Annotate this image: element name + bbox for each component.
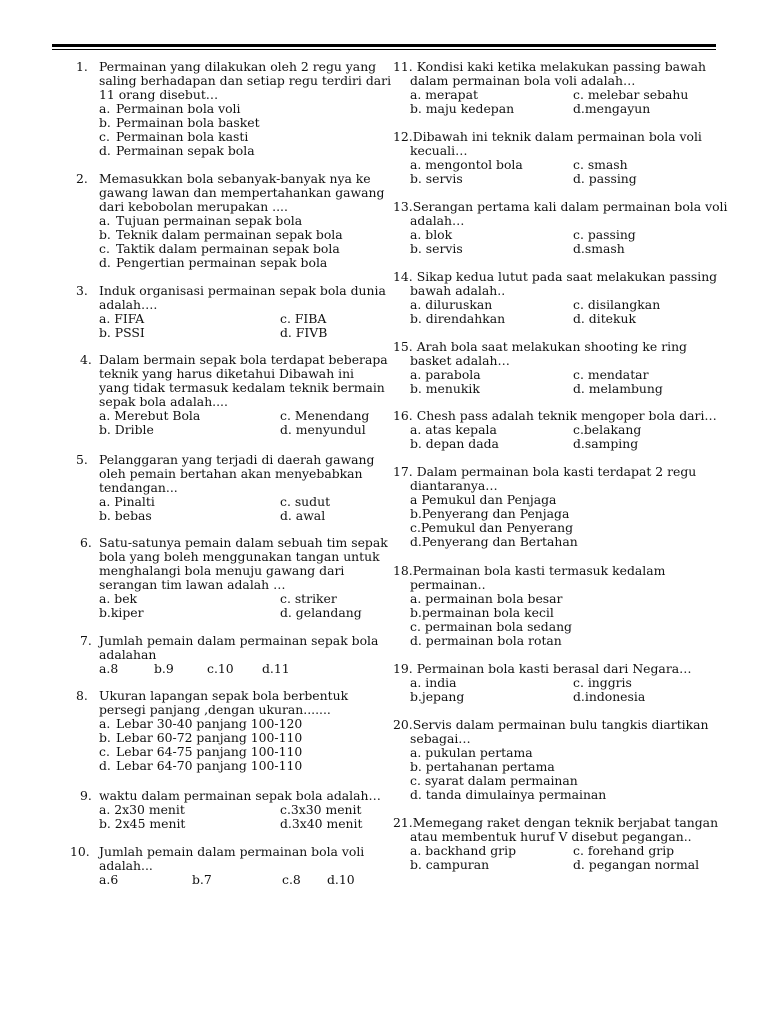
answer-option: c. striker bbox=[280, 591, 337, 606]
answer-option bbox=[99, 717, 429, 731]
option-text: d. permainan bola rotan bbox=[410, 633, 562, 648]
question-item bbox=[70, 844, 429, 887]
option-text: c.Pemukul dan Penyerang bbox=[410, 520, 573, 535]
answer-option bbox=[393, 620, 723, 634]
question-text-line bbox=[76, 171, 429, 186]
answer-option-row bbox=[99, 662, 429, 676]
question-text: sepak bola adalah.... bbox=[99, 394, 228, 409]
question-text-line bbox=[99, 578, 429, 592]
answer-option-row bbox=[99, 409, 429, 423]
question-text-line bbox=[393, 270, 723, 284]
answer-option: c.belakang bbox=[573, 422, 642, 437]
answer-option bbox=[99, 214, 429, 228]
question-text-line bbox=[76, 283, 429, 298]
answer-option: b. bebas bbox=[99, 508, 152, 523]
question-text-line bbox=[76, 59, 429, 74]
answer-option: d. menyundul bbox=[280, 422, 366, 437]
option-text: Tujuan permainan sepak bola bbox=[116, 213, 303, 228]
question-text-line bbox=[99, 367, 429, 381]
question-text-line bbox=[393, 732, 723, 746]
question-text: Sikap kedua lutut pada saat melakukan passing bbox=[416, 269, 718, 284]
question-item bbox=[393, 199, 728, 256]
answer-option: b. servis bbox=[410, 171, 463, 186]
question-text-line bbox=[99, 550, 429, 564]
question-number: 11. bbox=[393, 59, 413, 74]
question-number: 15. bbox=[393, 339, 413, 354]
question-text: Memegang raket dengan teknik berjabat tangan bbox=[412, 815, 719, 830]
question-number: 19. bbox=[393, 661, 413, 676]
question-text-line bbox=[393, 830, 723, 844]
answer-option-row bbox=[393, 858, 723, 872]
answer-option-row bbox=[393, 382, 723, 396]
question-number: 13. bbox=[393, 199, 413, 214]
answer-option: d. FIVB bbox=[280, 325, 328, 340]
question-text-line bbox=[99, 703, 429, 717]
question-item bbox=[393, 564, 723, 648]
option-letter: b. bbox=[99, 227, 111, 242]
question-text-line bbox=[393, 144, 723, 158]
question-text: diantaranya… bbox=[410, 478, 498, 493]
answer-option: a. 2x30 menit bbox=[99, 802, 185, 817]
answer-option-row bbox=[99, 495, 429, 509]
question-text: kecuali… bbox=[410, 143, 468, 158]
answer-option-row bbox=[393, 844, 723, 858]
question-number: 18 bbox=[393, 563, 409, 578]
answer-option: b. maju kedepan bbox=[410, 101, 515, 116]
question-text: Ukuran lapangan sepak bola berbentuk bbox=[99, 688, 349, 703]
question-number: 1. bbox=[76, 59, 88, 74]
answer-option: a. blok bbox=[410, 227, 453, 242]
answer-option-row bbox=[99, 606, 429, 620]
answer-option-row bbox=[393, 312, 723, 326]
answer-option bbox=[393, 746, 723, 760]
option-text: Permainan bola basket bbox=[116, 115, 260, 130]
answer-option-row bbox=[99, 312, 429, 326]
answer-option: c. inggris bbox=[573, 675, 632, 690]
question-text-line bbox=[76, 452, 429, 467]
answer-option: a. Merebut Bola bbox=[99, 408, 201, 423]
answer-option bbox=[393, 774, 723, 788]
question-text: gawang lawan dan mempertahankan gawang bbox=[99, 185, 385, 200]
answer-option bbox=[393, 507, 723, 521]
question-text: dalam permainan bola voli adalah… bbox=[410, 73, 636, 88]
question-item bbox=[393, 816, 723, 872]
answer-option: a. parabola bbox=[410, 367, 481, 382]
option-text: a Pemukul dan Penjaga bbox=[410, 492, 557, 507]
question-text-line bbox=[393, 578, 723, 592]
question-text: permainan.. bbox=[410, 577, 486, 592]
answer-option: b.kiper bbox=[99, 605, 144, 620]
answer-option: a.6 bbox=[99, 872, 119, 887]
option-letter: c. bbox=[99, 129, 110, 144]
answer-option: c. mendatar bbox=[573, 367, 649, 382]
question-text: Pelanggaran yang terjadi di daerah gawang bbox=[99, 452, 375, 467]
question-text: waktu dalam permainan sepak bola adalah… bbox=[99, 788, 381, 803]
question-number: 7. bbox=[80, 633, 92, 648]
question-text-line bbox=[99, 467, 429, 481]
answer-option bbox=[99, 144, 429, 158]
answer-option bbox=[99, 102, 429, 116]
answer-option-row bbox=[99, 509, 429, 523]
question-text: saling berhadapan dan setiap regu terdiri dari bbox=[99, 73, 392, 88]
answer-option: d. gelandang bbox=[280, 605, 362, 620]
question-item bbox=[393, 409, 723, 451]
question-text-line bbox=[99, 564, 429, 578]
question-number: 4. bbox=[80, 352, 92, 367]
question-text-line bbox=[80, 352, 429, 367]
answer-option bbox=[99, 242, 429, 256]
question-item bbox=[76, 171, 429, 270]
question-text: Arah bola saat melakukan shooting ke ring bbox=[416, 339, 687, 354]
question-text: Serangan pertama kali dalam permainan bola voli bbox=[412, 199, 728, 214]
question-text: Dalam permainan bola kasti terdapat 2 regu bbox=[416, 464, 697, 479]
question-text: persegi panjang ,dengan ukuran....... bbox=[99, 702, 331, 717]
question-text: oleh pemain bertahan akan menyebabkan bbox=[99, 466, 363, 481]
question-text-line bbox=[76, 688, 429, 703]
option-text: Lebar 64-70 panjang 100-110 bbox=[116, 758, 303, 773]
question-text: Chesh pass adalah teknik mengoper bola dari… bbox=[416, 408, 717, 423]
answer-option: b.7 bbox=[192, 872, 212, 887]
question-item bbox=[393, 662, 723, 704]
question-number: 21. bbox=[393, 815, 413, 830]
answer-option bbox=[99, 745, 429, 759]
question-text: menghalangi bola menuju gawang dari bbox=[99, 563, 345, 578]
option-text: d.Penyerang dan Bertahan bbox=[410, 534, 578, 549]
question-text: Permainan yang dilakukan oleh 2 regu yang bbox=[99, 59, 377, 74]
question-text-line bbox=[393, 130, 723, 144]
answer-option-row bbox=[393, 423, 723, 437]
question-text-line bbox=[80, 788, 429, 803]
question-text: Satu-satunya pemain dalam sebuah tim sepak bbox=[99, 535, 388, 550]
option-letter: a. bbox=[99, 716, 111, 731]
answer-option-row bbox=[393, 298, 723, 312]
answer-option: d.mengayun bbox=[573, 101, 651, 116]
option-letter: a. bbox=[99, 213, 111, 228]
question-text-line bbox=[99, 381, 429, 395]
header-rule-thick bbox=[52, 44, 716, 47]
question-text: Permainan bola kasti berasal dari Negara… bbox=[416, 661, 692, 676]
question-number: 3. bbox=[76, 283, 88, 298]
answer-option-row bbox=[99, 817, 429, 831]
option-text: Permainan bola kasti bbox=[116, 129, 249, 144]
answer-option: d. pegangan normal bbox=[573, 857, 700, 872]
question-item bbox=[80, 633, 429, 676]
answer-option bbox=[393, 521, 723, 535]
answer-option: d.indonesia bbox=[573, 689, 646, 704]
question-text-line bbox=[393, 214, 723, 228]
question-number: 10. bbox=[70, 844, 90, 859]
answer-option-row bbox=[393, 676, 723, 690]
question-text-line bbox=[99, 859, 429, 873]
answer-option: d. passing bbox=[573, 171, 637, 186]
answer-option-row bbox=[393, 172, 723, 186]
answer-option: d. melambung bbox=[573, 381, 663, 396]
question-text: 11 orang disebut… bbox=[99, 87, 219, 102]
option-letter: c. bbox=[99, 241, 110, 256]
option-text: Pengertian permainan sepak bola bbox=[116, 255, 328, 270]
option-letter: d. bbox=[99, 758, 111, 773]
question-item bbox=[80, 352, 429, 437]
question-text-line bbox=[99, 74, 429, 88]
option-text: Taktik dalam permainan sepak bola bbox=[116, 241, 340, 256]
answer-option bbox=[99, 731, 429, 745]
question-number: 20. bbox=[393, 717, 413, 732]
answer-option: d. ditekuk bbox=[573, 311, 637, 326]
question-text: adalah... bbox=[99, 858, 153, 873]
question-text-line bbox=[99, 186, 429, 200]
question-text-line bbox=[393, 662, 723, 676]
option-text: c. syarat dalam permainan bbox=[410, 773, 578, 788]
option-letter: c. bbox=[99, 744, 110, 759]
answer-option-row bbox=[99, 803, 429, 817]
question-text-line bbox=[393, 60, 723, 74]
answer-option bbox=[393, 493, 723, 507]
question-item bbox=[76, 59, 429, 158]
answer-option-row bbox=[393, 690, 723, 704]
question-text-line bbox=[99, 395, 429, 409]
answer-option: d.samping bbox=[573, 436, 639, 451]
question-text: atau membentuk huruf V disebut pegangan.. bbox=[410, 829, 692, 844]
question-text: Induk organisasi permainan sepak bola dunia bbox=[99, 283, 386, 298]
answer-option: b. direndahkan bbox=[410, 311, 506, 326]
question-text-line bbox=[393, 718, 723, 732]
answer-option-row bbox=[99, 423, 429, 437]
answer-option: a. merapat bbox=[410, 87, 478, 102]
question-text-line bbox=[393, 816, 723, 830]
answer-option: d.11 bbox=[262, 661, 290, 676]
question-number: 8. bbox=[76, 688, 88, 703]
question-item bbox=[80, 788, 429, 831]
answer-option: b. servis bbox=[410, 241, 463, 256]
option-text: Lebar 30-40 panjang 100-120 bbox=[116, 716, 303, 731]
question-number: 14. bbox=[393, 269, 413, 284]
answer-option: c. FIBA bbox=[280, 311, 327, 326]
option-text: Teknik dalam permainan sepak bola bbox=[116, 227, 343, 242]
answer-option bbox=[99, 228, 429, 242]
answer-option-row bbox=[393, 88, 723, 102]
answer-option: c.3x30 menit bbox=[280, 802, 362, 817]
answer-option: c. melebar sebahu bbox=[573, 87, 689, 102]
option-text: a. permainan bola besar bbox=[410, 591, 563, 606]
answer-option: a. bek bbox=[99, 591, 138, 606]
answer-option bbox=[99, 130, 429, 144]
question-text: basket adalah… bbox=[410, 353, 510, 368]
question-text-line bbox=[393, 479, 723, 493]
answer-option: c. passing bbox=[573, 227, 636, 242]
question-text: yang tidak termasuk kedalam teknik bermain bbox=[99, 380, 385, 395]
question-item bbox=[393, 465, 723, 549]
answer-option: a. atas kepala bbox=[410, 422, 497, 437]
answer-option: b.9 bbox=[154, 661, 174, 676]
answer-option: b. PSSI bbox=[99, 325, 145, 340]
question-text-line bbox=[99, 481, 429, 495]
answer-option: c. smash bbox=[573, 157, 628, 172]
option-text: Lebar 60-72 panjang 100-110 bbox=[116, 730, 303, 745]
question-text-line bbox=[80, 633, 429, 648]
question-text: Jumlah pemain dalam permainan sepak bola bbox=[99, 633, 379, 648]
question-number: 9. bbox=[80, 788, 92, 803]
answer-option: d.3x40 menit bbox=[280, 816, 363, 831]
question-text: Kondisi kaki ketika melakukan passing bawah bbox=[416, 59, 707, 74]
answer-option bbox=[99, 116, 429, 130]
question-item bbox=[76, 283, 429, 340]
option-text: Permainan bola voli bbox=[116, 101, 241, 116]
question-text-line bbox=[393, 340, 723, 354]
answer-option: b. depan dada bbox=[410, 436, 499, 451]
question-item bbox=[393, 130, 723, 186]
question-item bbox=[76, 452, 429, 523]
question-text: Servis dalam permainan bulu tangkis diartikan bbox=[412, 717, 709, 732]
answer-option: a. mengontol bola bbox=[410, 157, 523, 172]
question-text-line bbox=[393, 74, 723, 88]
answer-option: d.10 bbox=[327, 872, 355, 887]
answer-option: c. disilangkan bbox=[573, 297, 661, 312]
answer-option: b. 2x45 menit bbox=[99, 816, 186, 831]
option-letter: d. bbox=[99, 255, 111, 270]
answer-option-row bbox=[393, 368, 723, 382]
option-text: Permainan sepak bola bbox=[116, 143, 255, 158]
question-item bbox=[393, 270, 723, 326]
answer-option-row bbox=[99, 873, 429, 887]
question-item bbox=[393, 718, 723, 802]
question-number: 6. bbox=[80, 535, 92, 550]
answer-option: b. Drible bbox=[99, 422, 154, 437]
answer-option: c.10 bbox=[207, 661, 234, 676]
question-text: Dalam bermain sepak bola terdapat beberapa bbox=[99, 352, 388, 367]
answer-option-row bbox=[393, 228, 723, 242]
header-rule-thin bbox=[52, 49, 716, 50]
question-text-line bbox=[99, 298, 429, 312]
question-text: Memasukkan bola sebanyak-banyak nya ke bbox=[99, 171, 371, 186]
question-text-line bbox=[70, 844, 429, 859]
option-letter: d. bbox=[99, 143, 111, 158]
question-text-line bbox=[99, 88, 429, 102]
answer-option bbox=[393, 535, 723, 549]
answer-option: a. Pinalti bbox=[99, 494, 155, 509]
answer-option: a. FIFA bbox=[99, 311, 145, 326]
option-text: b. pertahanan pertama bbox=[410, 759, 555, 774]
question-text-line bbox=[393, 409, 723, 423]
question-number: 2. bbox=[76, 171, 88, 186]
answer-option bbox=[99, 759, 429, 773]
answer-option-row bbox=[393, 102, 723, 116]
question-text: bola yang boleh menggunakan tangan untuk bbox=[99, 549, 380, 564]
answer-option: a. backhand grip bbox=[410, 843, 516, 858]
option-text: Lebar 64-75 panjang 100-110 bbox=[116, 744, 303, 759]
answer-option-row bbox=[393, 158, 723, 172]
answer-option bbox=[99, 256, 429, 270]
option-letter: b. bbox=[99, 730, 111, 745]
answer-option: c. Menendang bbox=[280, 408, 370, 423]
question-number: 12. bbox=[393, 129, 413, 144]
question-text-line bbox=[393, 284, 723, 298]
answer-option: a. diluruskan bbox=[410, 297, 493, 312]
answer-option: a.8 bbox=[99, 661, 119, 676]
answer-option bbox=[393, 606, 723, 620]
option-text: c. permainan bola sedang bbox=[410, 619, 572, 634]
question-text-line bbox=[393, 199, 728, 214]
answer-option: c. sudut bbox=[280, 494, 331, 509]
question-text: dari kebobolan merupakan .... bbox=[99, 199, 288, 214]
answer-option-row bbox=[99, 592, 429, 606]
answer-option: d. awal bbox=[280, 508, 326, 523]
question-text: serangan tim lawan adalah … bbox=[99, 577, 286, 592]
option-text: b.permainan bola kecil bbox=[410, 605, 554, 620]
answer-option bbox=[393, 788, 723, 802]
question-text-line bbox=[80, 535, 429, 550]
option-letter: a. bbox=[99, 101, 111, 116]
question-text-line bbox=[393, 465, 723, 479]
question-number: 5. bbox=[76, 452, 88, 467]
question-text-line bbox=[393, 564, 723, 578]
answer-option: b.jepang bbox=[410, 689, 465, 704]
question-text-line bbox=[393, 354, 723, 368]
answer-option-row bbox=[393, 242, 723, 256]
question-text: adalah… bbox=[410, 213, 465, 228]
question-item bbox=[76, 688, 429, 773]
question-text: sebagai… bbox=[410, 731, 471, 746]
answer-option: b. menukik bbox=[410, 381, 480, 396]
question-text: teknik yang harus diketahui Dibawah ini bbox=[99, 366, 355, 381]
question-text: Dibawah ini teknik dalam permainan bola voli bbox=[412, 129, 702, 144]
answer-option bbox=[393, 760, 723, 774]
question-text: tendangan... bbox=[99, 480, 178, 495]
question-text: Jumlah pemain dalam permainan bola voli bbox=[99, 844, 365, 859]
question-item bbox=[393, 340, 723, 396]
question-item bbox=[80, 535, 429, 620]
answer-option-row bbox=[99, 326, 429, 340]
answer-option-row bbox=[393, 437, 723, 451]
answer-option: a. india bbox=[410, 675, 457, 690]
answer-option: c.8 bbox=[282, 872, 301, 887]
question-text: .Permainan bola kasti termasuk kedalam bbox=[408, 563, 666, 578]
option-text: d. tanda dimulainya permainan bbox=[410, 787, 607, 802]
question-text-line bbox=[99, 648, 429, 662]
question-number: 16. bbox=[393, 408, 413, 423]
option-letter: b. bbox=[99, 115, 111, 130]
answer-option bbox=[393, 634, 723, 648]
question-number: 17. bbox=[393, 464, 413, 479]
question-text-line bbox=[99, 200, 429, 214]
option-text: a. pukulan pertama bbox=[410, 745, 533, 760]
question-text: adalah…. bbox=[99, 297, 158, 312]
question-text: adalahan bbox=[99, 647, 157, 662]
answer-option: c. forehand grip bbox=[573, 843, 675, 858]
answer-option: b. campuran bbox=[410, 857, 490, 872]
question-text: bawah adalah.. bbox=[410, 283, 506, 298]
question-item bbox=[393, 60, 723, 116]
answer-option bbox=[393, 592, 723, 606]
answer-option: d.smash bbox=[573, 241, 625, 256]
option-text: b.Penyerang dan Penjaga bbox=[410, 506, 570, 521]
